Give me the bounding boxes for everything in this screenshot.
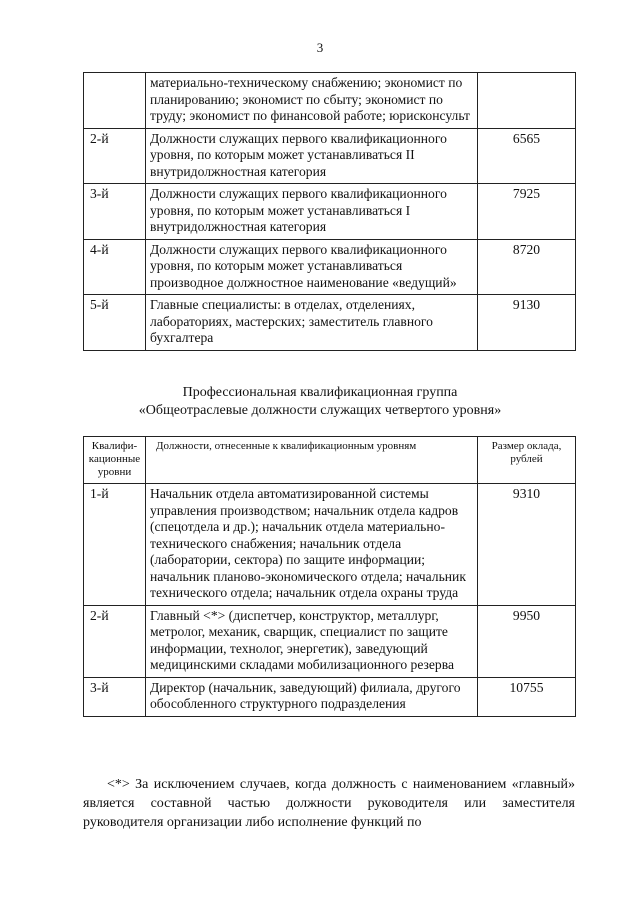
salary-cell: 9310 (478, 484, 576, 606)
table-row (84, 677, 576, 716)
footnote: <*> За исключением случаев, когда должность с наименованием «главный» является составной частью должности руководителя или заместителя руководителя организации либо исполнение функций по (83, 777, 575, 830)
header-salary: Размер оклада, рублей (478, 437, 576, 484)
salary-cell: 8720 (478, 239, 576, 295)
table-row (84, 295, 576, 351)
table-row (84, 184, 576, 240)
salary-table-continued (83, 72, 576, 351)
level-cell: 5-й (84, 295, 146, 351)
salary-cell (478, 73, 576, 129)
level-cell: 3-й (84, 184, 146, 240)
header-level: Квалифи-кационные уровни (84, 437, 146, 484)
table-row (84, 73, 576, 129)
salary-cell: 6565 (478, 128, 576, 184)
level-cell: 4-й (84, 239, 146, 295)
group-heading (0, 384, 640, 420)
positions-cell: Начальник отдела автоматизированной системы управления производством; начальник отдела кадров (спецотдела и др.); начальник отдела материально-технического снабжения; начальник отдела (лаборатории, сектора) по защите информации; начальник планово-экономического отдела; начальник технического отдела; начальник отдела охраны труда (146, 484, 478, 606)
level-cell: 2-й (84, 605, 146, 677)
table-row (84, 128, 576, 184)
level-cell: 3-й (84, 677, 146, 716)
table-row (84, 605, 576, 677)
level-cell: 1-й (84, 484, 146, 606)
table-row (84, 239, 576, 295)
salary-cell: 9130 (478, 295, 576, 351)
page-number: 3 (316, 40, 324, 55)
positions-cell: Главный <*> (диспетчер, конструктор, металлург, метролог, механик, сварщик, специалист по защите информации, технолог, энергетик), заведующий медицинскими складами мобилизационного резерва (146, 605, 478, 677)
level-cell: 2-й (84, 128, 146, 184)
header-positions: Должности, отнесенные к квалификационным уровням (146, 437, 478, 484)
positions-cell: Директор (начальник, заведующий) филиала, другого обособленного структурного подразделения (146, 677, 478, 716)
salary-table-level-4 (83, 436, 576, 717)
positions-cell: Должности служащих первого квалификационного уровня, по которым может устанавливаться I внутридолжностная категория (146, 184, 478, 240)
positions-cell: Должности служащих первого квалификационного уровня, по которым может устанавливаться производное должностное наименование «ведущий» (146, 239, 478, 295)
group-heading-line1: Профессиональная квалификационная группа (182, 385, 458, 400)
salary-cell: 7925 (478, 184, 576, 240)
salary-cell: 10755 (478, 677, 576, 716)
positions-cell: Должности служащих первого квалификационного уровня, по которым может устанавливаться II внутридолжностная категория (146, 128, 478, 184)
group-heading-line2: «Общеотраслевые должности служащих четвертого уровня» (138, 403, 502, 418)
level-cell (84, 73, 146, 129)
positions-cell: Главные специалисты: в отделах, отделениях, лабораториях, мастерских; заместитель главного бухгалтера (146, 295, 478, 351)
salary-cell: 9950 (478, 605, 576, 677)
table-row (84, 484, 576, 606)
positions-cell: материально-техническому снабжению; экономист по планированию; экономист по сбыту; экономист по труду; экономист по финансовой работе; юрисконсульт (146, 73, 478, 129)
table-header-row (84, 437, 576, 484)
